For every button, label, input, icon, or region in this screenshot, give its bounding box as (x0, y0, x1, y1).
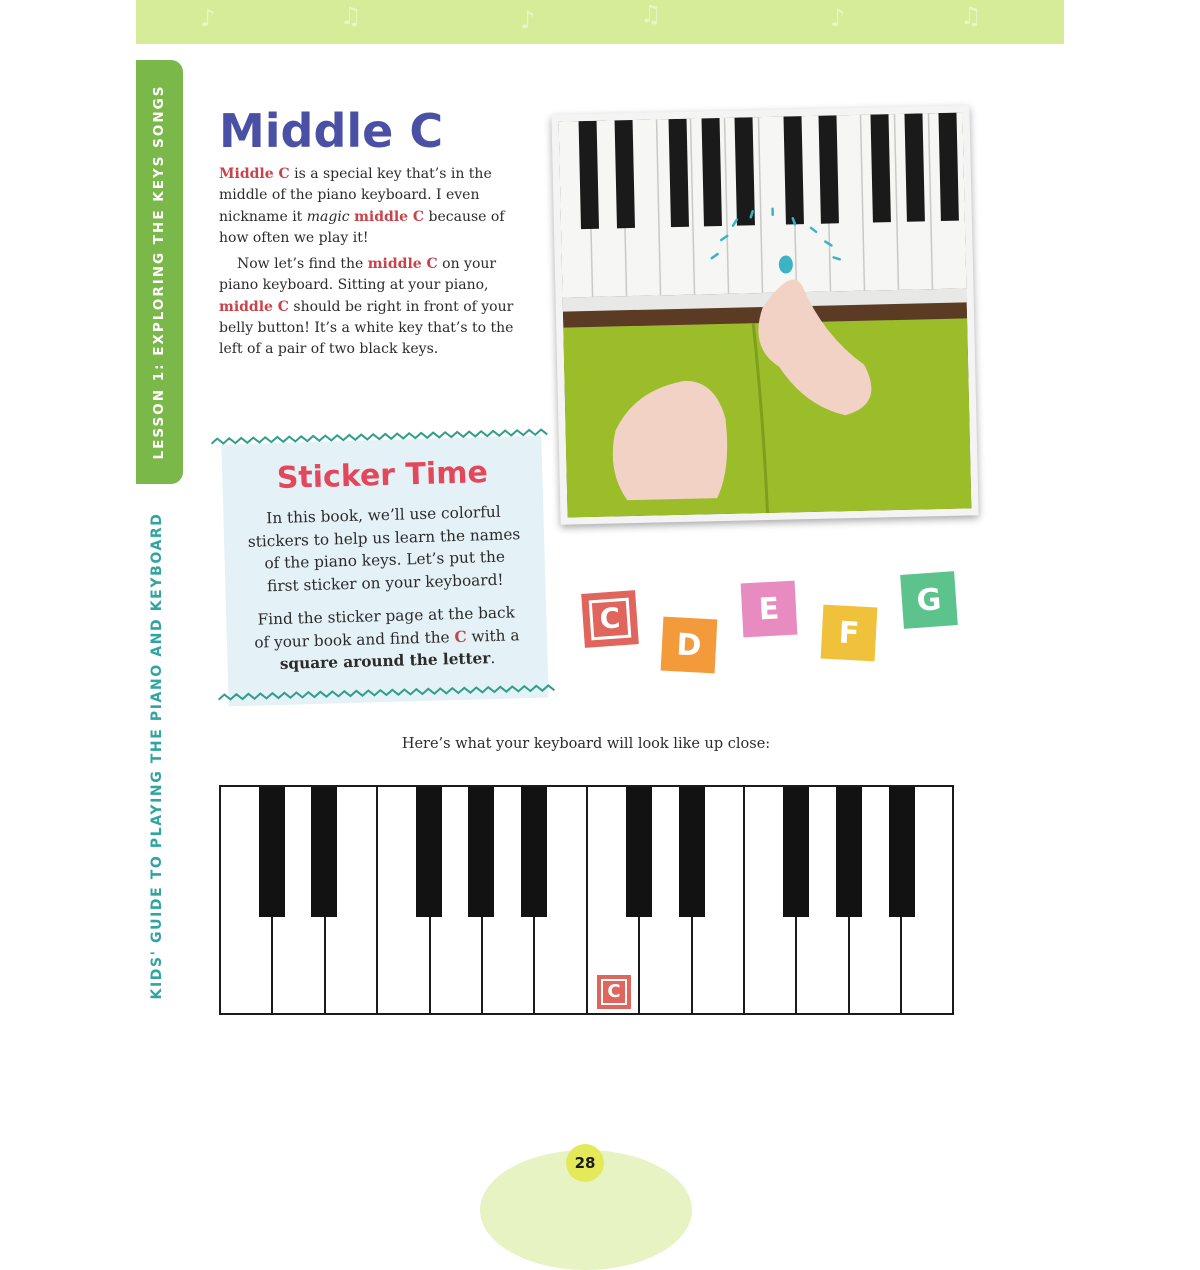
music-note-icon: ♪ (520, 6, 535, 34)
photo-illustration (559, 112, 972, 517)
letter-sticker-c (581, 590, 639, 648)
black-key (626, 787, 652, 917)
letter-sticker-e: E (741, 581, 798, 638)
keyboard-caption: Here’s what your keyboard will look like up close: (0, 736, 1172, 752)
black-key (836, 787, 862, 917)
black-key (521, 787, 547, 917)
term-middle-c: middle C (368, 256, 438, 272)
sticker-text-segment: with a (466, 626, 519, 645)
music-note-icon: ♪ (830, 4, 845, 32)
letter-c-label: C (589, 598, 632, 641)
music-note-icon: ♫ (960, 2, 982, 30)
lesson-tab-label: LESSON 1: EXPLORING THE KEYS SONGS (151, 85, 167, 460)
black-key (416, 787, 442, 917)
sticker-text-segment: . (490, 649, 495, 667)
sticker-paragraph-2 (248, 601, 526, 676)
term-middle-c: middle C (354, 209, 424, 225)
middle-c-sticker-label: C (601, 979, 627, 1005)
term-middle-c: Middle C (219, 166, 290, 182)
sticker-term: C (454, 627, 467, 645)
piano-photo (551, 105, 978, 524)
black-key (468, 787, 494, 917)
book-title-vertical: KIDS' GUIDE TO PLAYING THE PIANO AND KEYBOARD (149, 512, 165, 999)
keyboard-diagram (219, 785, 954, 1015)
page-title: Middle C (219, 104, 443, 158)
paragraph-text: on your piano keyboard. Sitting at your piano, (219, 256, 496, 293)
intro-text (219, 164, 534, 366)
music-note-icon: ♫ (640, 0, 662, 28)
paragraph-text: because of how often we play it! (219, 209, 505, 246)
page-number: 28 (566, 1144, 604, 1182)
letter-sticker-f: F (821, 605, 878, 662)
sticker-text-segment: Find the sticker page at the back of your book and find the (254, 603, 515, 651)
paragraph-2 (219, 254, 534, 360)
paragraph-text: is a special key that’s in the middle of the piano keyboard. I even nickname it (219, 166, 492, 225)
term-middle-c: middle C (219, 299, 289, 315)
black-key (783, 787, 809, 917)
sticker-bold-text: square around the letter (280, 649, 491, 673)
letter-sticker-g: G (900, 571, 958, 629)
sticker-time-text (245, 500, 526, 687)
music-note-icon: ♫ (340, 2, 362, 30)
paragraph-text: Now let’s find the (237, 256, 368, 272)
letter-sticker-d: D (661, 617, 718, 674)
paragraph-1 (219, 164, 534, 249)
black-key (679, 787, 705, 917)
paragraph-text: should be right in front of your belly button! It’s a white key that’s to the left of a pair of two black keys. (219, 299, 513, 358)
music-note-icon: ♪ (200, 4, 215, 32)
black-key (311, 787, 337, 917)
banner-wavy-edge (136, 34, 1064, 48)
black-key (889, 787, 915, 917)
sticker-paragraph-1: In this book, we’ll use colorful stickers to help us learn the names of the piano keys. Let’s put the first sticker on your keyboard! (245, 500, 523, 598)
italic-text: magic (307, 209, 350, 225)
sticker-time-box (221, 436, 548, 707)
middle-c-sticker (597, 975, 631, 1009)
sticker-time-title: Sticker Time (222, 454, 543, 498)
black-key (259, 787, 285, 917)
